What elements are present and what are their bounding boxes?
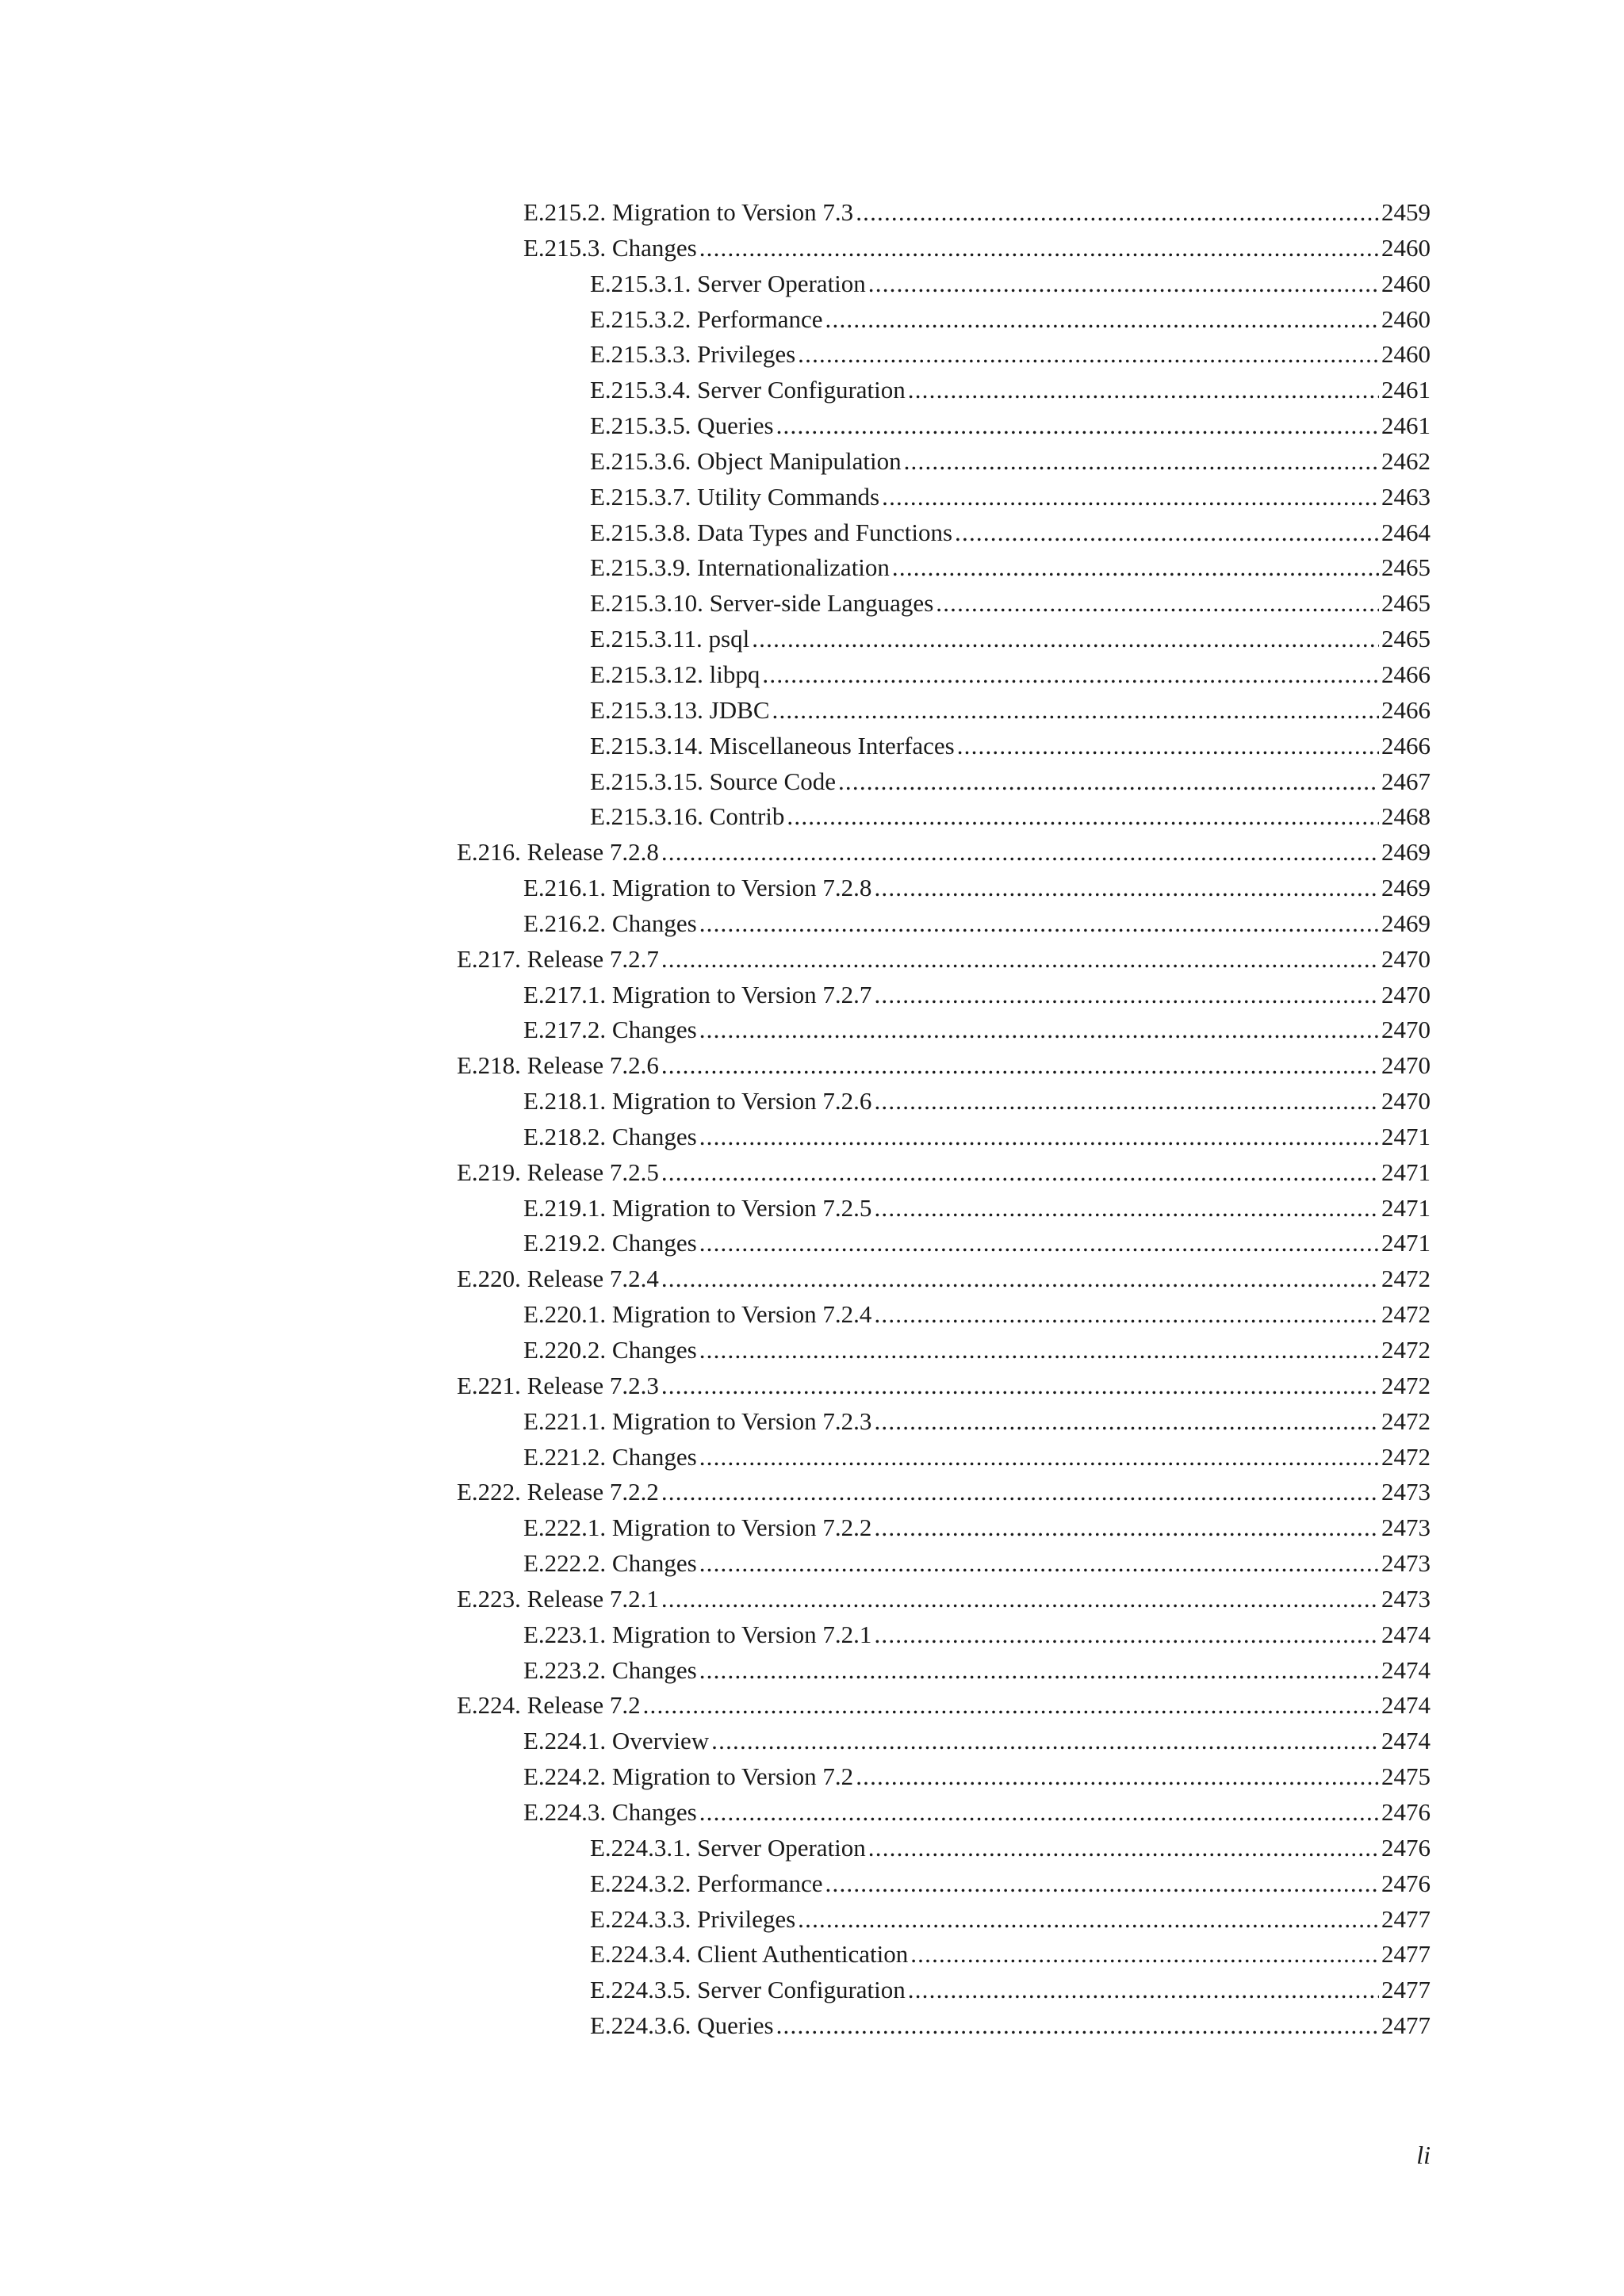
toc-entry-page-number: 2477	[1381, 2011, 1431, 2040]
toc-entry-title: E.215.2. Migration to Version 7.3	[523, 198, 854, 226]
toc-entry[interactable]	[457, 515, 1431, 551]
toc-entry[interactable]	[457, 266, 1431, 302]
toc-entry[interactable]	[457, 1048, 1431, 1084]
dot-leader	[874, 1617, 1379, 1653]
toc-entry-title: E.221.2. Changes	[523, 1442, 697, 1471]
dot-leader	[661, 1155, 1379, 1191]
dot-leader	[699, 1440, 1379, 1475]
dot-leader	[699, 1333, 1379, 1368]
dot-leader	[868, 1831, 1379, 1866]
toc-entry-title: E.217.2. Changes	[523, 1016, 697, 1044]
toc-entry-title: E.220. Release 7.2.4	[457, 1265, 659, 1293]
toc-entry-title: E.222. Release 7.2.2	[457, 1478, 659, 1506]
dot-leader	[699, 231, 1379, 266]
dot-leader	[904, 444, 1379, 480]
dot-leader	[699, 1653, 1379, 1689]
toc-entry-title: E.215.3.9. Internationalization	[590, 553, 890, 582]
toc-entry[interactable]	[457, 1937, 1431, 1973]
toc-entry-title: E.223.2. Changes	[523, 1655, 697, 1684]
toc-entry-title: E.222.1. Migration to Version 7.2.2	[523, 1513, 872, 1542]
dot-leader	[882, 480, 1379, 515]
toc-entry-title: E.215.3.16. Contrib	[590, 802, 785, 831]
toc-entry-page-number: 2470	[1381, 1016, 1431, 1044]
dot-leader	[874, 1510, 1379, 1546]
toc-entry-page-number: 2470	[1381, 1087, 1431, 1115]
toc-entry-title: E.224.3. Changes	[523, 1797, 697, 1826]
toc-entry-title: E.217. Release 7.2.7	[457, 944, 659, 973]
toc-entry-title: E.222.2. Changes	[523, 1549, 697, 1578]
dot-leader	[825, 1866, 1379, 1902]
toc-entry-page-number: 2466	[1381, 660, 1431, 688]
toc-entry-page-number: 2471	[1381, 1193, 1431, 1222]
toc-entry-page-number: 2465	[1381, 589, 1431, 618]
toc-entry[interactable]	[457, 2008, 1431, 2044]
dot-leader	[856, 195, 1379, 231]
toc-entry[interactable]	[457, 1333, 1431, 1368]
toc-entry-page-number: 2477	[1381, 1904, 1431, 1933]
dot-leader	[856, 1759, 1379, 1795]
toc-entry-page-number: 2465	[1381, 553, 1431, 582]
dot-leader	[838, 764, 1379, 800]
toc-entry-page-number: 2467	[1381, 767, 1431, 795]
toc-entry-page-number: 2472	[1381, 1300, 1431, 1329]
toc-entry-page-number: 2469	[1381, 838, 1431, 867]
toc-entry-page-number: 2466	[1381, 695, 1431, 724]
toc-entry-page-number: 2474	[1381, 1655, 1431, 1684]
dot-leader	[752, 622, 1379, 657]
toc-entry[interactable]	[457, 1759, 1431, 1795]
toc-entry-page-number: 2476	[1381, 1869, 1431, 1897]
toc-entry-title: E.219.2. Changes	[523, 1229, 697, 1257]
toc-entry[interactable]	[457, 871, 1431, 906]
toc-entry-title: E.215.3.5. Queries	[590, 411, 774, 440]
toc-entry[interactable]	[457, 764, 1431, 800]
toc-entry-title: E.215.3.10. Server-side Languages	[590, 589, 934, 618]
toc-entry[interactable]	[457, 1261, 1431, 1297]
toc-entry-title: E.218.1. Migration to Version 7.2.6	[523, 1087, 872, 1115]
toc-entry-page-number: 2463	[1381, 482, 1431, 511]
dot-leader	[908, 373, 1379, 408]
toc-entry[interactable]	[457, 195, 1431, 231]
toc-entry[interactable]	[457, 1012, 1431, 1048]
dot-leader	[892, 550, 1379, 586]
toc-entry[interactable]	[457, 1155, 1431, 1191]
toc-entry-title: E.216. Release 7.2.8	[457, 838, 659, 867]
toc-entry[interactable]	[457, 1973, 1431, 2008]
dot-leader	[957, 729, 1379, 764]
toc-entry-page-number: 2460	[1381, 269, 1431, 297]
toc-entry[interactable]	[457, 1368, 1431, 1404]
toc-entry-page-number: 2459	[1381, 198, 1431, 226]
toc-entry-title: E.215.3.14. Miscellaneous Interfaces	[590, 731, 955, 760]
toc-entry-title: E.215.3.8. Data Types and Functions	[590, 518, 953, 546]
toc-entry[interactable]	[457, 1902, 1431, 1938]
toc-entry[interactable]	[457, 942, 1431, 978]
dot-leader	[699, 1226, 1379, 1261]
toc-entry-title: E.224.3.3. Privileges	[590, 1904, 796, 1933]
toc-entry[interactable]	[457, 1688, 1431, 1724]
dot-leader	[643, 1688, 1379, 1724]
toc-entry-page-number: 2477	[1381, 1976, 1431, 2004]
toc-entry[interactable]	[457, 444, 1431, 480]
dot-leader	[699, 906, 1379, 942]
dot-leader	[699, 1119, 1379, 1155]
dot-leader	[762, 657, 1379, 693]
toc-entry-page-number: 2473	[1381, 1478, 1431, 1506]
toc-entry-title: E.215.3.2. Performance	[590, 304, 823, 333]
toc-entry-page-number: 2464	[1381, 518, 1431, 546]
toc-entry[interactable]	[457, 1546, 1431, 1582]
toc-entry-page-number: 2460	[1381, 304, 1431, 333]
toc-entry-page-number: 2472	[1381, 1336, 1431, 1364]
toc-entry-title: E.220.2. Changes	[523, 1336, 697, 1364]
toc-entry[interactable]	[457, 1831, 1431, 1866]
dot-leader	[776, 408, 1379, 444]
dot-leader	[874, 1404, 1379, 1440]
toc-entry-title: E.216.1. Migration to Version 7.2.8	[523, 874, 872, 902]
toc-entry-page-number: 2476	[1381, 1833, 1431, 1862]
dot-leader	[661, 1475, 1379, 1510]
dot-leader	[936, 586, 1379, 622]
toc-entry[interactable]	[457, 657, 1431, 693]
toc-entry[interactable]	[457, 622, 1431, 657]
toc-entry-page-number: 2472	[1381, 1265, 1431, 1293]
toc-entry-page-number: 2470	[1381, 1051, 1431, 1080]
toc-entry-title: E.215.3.12. libpq	[590, 660, 760, 688]
toc-entry-title: E.224.1. Overview	[523, 1727, 710, 1755]
toc-entry-title: E.215.3.1. Server Operation	[590, 269, 866, 297]
dot-leader	[874, 978, 1379, 1013]
toc-entry-page-number: 2469	[1381, 909, 1431, 937]
dot-leader	[868, 266, 1379, 302]
toc-entry-page-number: 2475	[1381, 1762, 1431, 1791]
toc-entry-page-number: 2465	[1381, 625, 1431, 653]
toc-entry-page-number: 2473	[1381, 1513, 1431, 1542]
dot-leader	[661, 835, 1379, 871]
toc-entry-page-number: 2460	[1381, 340, 1431, 369]
toc-entry-title: E.215.3.13. JDBC	[590, 695, 770, 724]
dot-leader	[910, 1937, 1379, 1973]
toc-entry-page-number: 2473	[1381, 1549, 1431, 1578]
toc-entry-page-number: 2470	[1381, 980, 1431, 1008]
toc-entry-page-number: 2474	[1381, 1727, 1431, 1755]
toc-entry-title: E.224.3.6. Queries	[590, 2011, 774, 2040]
toc-entry[interactable]	[457, 693, 1431, 729]
dot-leader	[874, 1191, 1379, 1226]
toc-entry-title: E.219. Release 7.2.5	[457, 1158, 659, 1186]
toc-entry[interactable]	[457, 302, 1431, 338]
page-number: li	[1416, 2141, 1431, 2169]
toc-entry[interactable]	[457, 1404, 1431, 1440]
toc-entry[interactable]	[457, 1866, 1431, 1902]
toc-entry-page-number: 2471	[1381, 1158, 1431, 1186]
dot-leader	[661, 1261, 1379, 1297]
toc-entry[interactable]	[457, 1191, 1431, 1226]
toc-entry[interactable]	[457, 1617, 1431, 1653]
toc-entry-page-number: 2472	[1381, 1371, 1431, 1399]
toc-entry-title: E.215.3.15. Source Code	[590, 767, 836, 795]
dot-leader	[661, 942, 1379, 978]
dot-leader	[661, 1048, 1379, 1084]
toc-entry-title: E.224.3.5. Server Configuration	[590, 1976, 906, 2004]
toc-entry[interactable]	[457, 729, 1431, 764]
toc-entry-title: E.218.2. Changes	[523, 1122, 697, 1150]
toc-entry-page-number: 2461	[1381, 376, 1431, 404]
toc-entry-page-number: 2466	[1381, 731, 1431, 760]
toc-entry[interactable]	[457, 480, 1431, 515]
toc-entry-page-number: 2476	[1381, 1797, 1431, 1826]
toc-entry[interactable]	[457, 1653, 1431, 1689]
dot-leader	[825, 302, 1379, 338]
toc-entry-title: E.221. Release 7.2.3	[457, 1371, 659, 1399]
toc-entry[interactable]	[457, 1582, 1431, 1617]
dot-leader	[787, 799, 1379, 835]
toc-entry-page-number: 2470	[1381, 944, 1431, 973]
toc-entry-title: E.224.3.4. Client Authentication	[590, 1940, 909, 1969]
toc-entry-page-number: 2462	[1381, 446, 1431, 475]
toc-entry-title: E.215.3.3. Privileges	[590, 340, 796, 369]
toc-entry[interactable]	[457, 1226, 1431, 1261]
toc-entry[interactable]	[457, 799, 1431, 835]
toc-entry-title: E.215.3. Changes	[523, 233, 697, 262]
dot-leader	[908, 1973, 1379, 2008]
toc-entry-page-number: 2460	[1381, 233, 1431, 262]
dot-leader	[798, 337, 1379, 373]
toc-entry-page-number: 2477	[1381, 1940, 1431, 1969]
toc-entry[interactable]	[457, 586, 1431, 622]
toc-entry-page-number: 2472	[1381, 1406, 1431, 1435]
dot-leader	[661, 1368, 1379, 1404]
toc-entry-page-number: 2474	[1381, 1691, 1431, 1720]
toc-entry-title: E.224.3.1. Server Operation	[590, 1833, 866, 1862]
toc-entry[interactable]	[457, 1297, 1431, 1333]
toc-entry-title: E.220.1. Migration to Version 7.2.4	[523, 1300, 872, 1329]
toc-entry-title: E.215.3.7. Utility Commands	[590, 482, 880, 511]
toc-entry[interactable]	[457, 1724, 1431, 1759]
toc-entry[interactable]	[457, 1119, 1431, 1155]
toc-entry-title: E.221.1. Migration to Version 7.2.3	[523, 1406, 872, 1435]
dot-leader	[798, 1902, 1379, 1938]
dot-leader	[699, 1795, 1379, 1831]
toc-entry[interactable]	[457, 1084, 1431, 1119]
toc-entry[interactable]	[457, 231, 1431, 266]
toc-entry-page-number: 2473	[1381, 1584, 1431, 1613]
dot-leader	[772, 693, 1380, 729]
toc-entry[interactable]	[457, 408, 1431, 444]
toc-entry-page-number: 2468	[1381, 802, 1431, 831]
toc-entry-title: E.215.3.11. psql	[590, 625, 750, 653]
dot-leader	[874, 1084, 1379, 1119]
toc-entry[interactable]	[457, 373, 1431, 408]
toc-entry-title: E.224.2. Migration to Version 7.2	[523, 1762, 854, 1791]
toc-entry[interactable]	[457, 906, 1431, 942]
toc-entry[interactable]	[457, 1795, 1431, 1831]
dot-leader	[776, 2008, 1379, 2044]
toc-entry-title: E.223. Release 7.2.1	[457, 1584, 659, 1613]
toc-entry-title: E.224.3.2. Performance	[590, 1869, 823, 1897]
dot-leader	[699, 1546, 1379, 1582]
dot-leader	[874, 1297, 1379, 1333]
toc-entry[interactable]	[457, 337, 1431, 373]
dot-leader	[661, 1582, 1379, 1617]
toc-entry[interactable]	[457, 978, 1431, 1013]
toc-entry[interactable]	[457, 1510, 1431, 1546]
toc-entry[interactable]	[457, 1475, 1431, 1510]
toc-entry-title: E.215.3.4. Server Configuration	[590, 376, 906, 404]
toc-entry-title: E.218. Release 7.2.6	[457, 1051, 659, 1080]
toc-entry-title: E.216.2. Changes	[523, 909, 697, 937]
dot-leader	[874, 871, 1379, 906]
dot-leader	[699, 1012, 1379, 1048]
toc-entry-page-number: 2471	[1381, 1229, 1431, 1257]
toc-entry[interactable]	[457, 835, 1431, 871]
table-of-contents	[457, 195, 1431, 2044]
toc-entry[interactable]	[457, 1440, 1431, 1475]
toc-entry-title: E.219.1. Migration to Version 7.2.5	[523, 1193, 872, 1222]
toc-entry-page-number: 2471	[1381, 1122, 1431, 1150]
toc-entry-page-number: 2474	[1381, 1620, 1431, 1648]
toc-entry-page-number: 2461	[1381, 411, 1431, 440]
dot-leader	[955, 515, 1379, 551]
toc-entry-title: E.224. Release 7.2	[457, 1691, 641, 1720]
toc-entry-title: E.215.3.6. Object Manipulation	[590, 446, 902, 475]
toc-entry-page-number: 2472	[1381, 1442, 1431, 1471]
toc-entry-page-number: 2469	[1381, 874, 1431, 902]
toc-entry-title: E.223.1. Migration to Version 7.2.1	[523, 1620, 872, 1648]
toc-entry-title: E.217.1. Migration to Version 7.2.7	[523, 980, 872, 1008]
dot-leader	[711, 1724, 1379, 1759]
toc-entry[interactable]	[457, 550, 1431, 586]
